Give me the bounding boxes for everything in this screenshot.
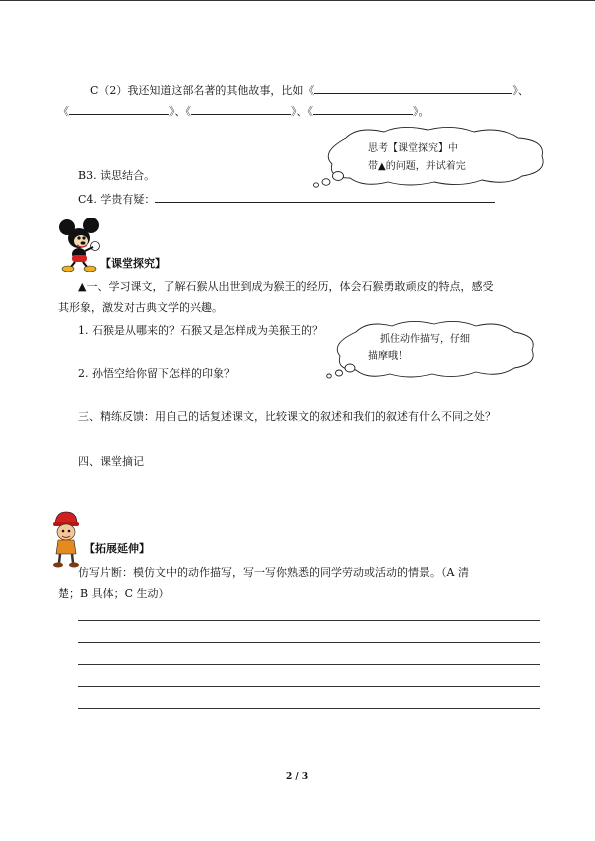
writing-line-4[interactable] [78,686,540,687]
c4-line [78,191,495,207]
question-c2-line1 [90,82,529,98]
task1-line1: ▲一、学习课文，了解石猴从出世到成为猴王的经历，体会石猴勇敢顽皮的特点，感受 [78,280,494,293]
writing-line-1[interactable] [78,620,540,621]
page-number: 2 / 3 [286,772,309,782]
extend-line1: 仿写片断：模仿文中的动作描写，写一写你熟悉的同学劳动或活动的情景。（A 清 [78,566,469,579]
answer-blank-1[interactable] [314,82,512,94]
question-c2-open2: 《 [58,105,69,118]
section-title-extension: 【拓展延伸】 [84,542,150,555]
cloud1-line2: 带▲的问题，并试着完 [368,161,466,172]
c4-text: C4. 学贵有疑： [78,193,156,206]
task3: 三、精练反馈：用自己的话复述课文，比较课文的叙述和我们的叙述有什么不同之处？ [78,410,496,423]
cloud2-line1: 抓住动作描写，仔细 [380,334,470,345]
question-c2-close1: 》、 [512,84,529,97]
writing-line-2[interactable] [78,642,540,643]
question-c2-close2: 》、《 [169,105,191,118]
question-c2-prefix: C（2）我还知道这部名著的其他故事，比如《 [90,84,315,97]
task4: 四、课堂摘记 [78,455,144,468]
question-2: 2. 孙悟空给你留下怎样的印象？ [78,367,235,380]
question-c2-close3: 》、《 [291,105,313,118]
cartoon-child-icon [50,510,80,568]
cartoon-mouse-icon [58,218,104,272]
b3-text: B3. 读思结合。 [78,169,156,182]
cloud2-line2: 描摩哦！ [368,351,408,362]
question-c2-line2 [58,103,430,119]
answer-blank-2[interactable] [69,103,169,115]
thought-cloud-2 [318,318,540,382]
writing-line-3[interactable] [78,664,540,665]
thought-cloud-1 [306,126,552,192]
top-rule [0,0,595,1]
writing-line-5[interactable] [78,708,540,709]
section-title-classroom-inquiry: 【课堂探究】 [100,257,166,270]
question-1: 1. 石猴是从哪来的？石猴又是怎样成为美猴王的？ [78,324,323,337]
extend-line2: 楚；B 具体；C 生动） [58,587,170,600]
question-c2-close4: 》。 [413,105,430,118]
c4-answer-blank[interactable] [155,191,495,203]
answer-blank-3[interactable] [191,103,291,115]
answer-blank-4[interactable] [313,103,413,115]
cloud1-line1: 思考【课堂探究】中 [368,143,458,154]
task1-line2: 其形象，激发对古典文学的兴趣。 [58,301,223,314]
